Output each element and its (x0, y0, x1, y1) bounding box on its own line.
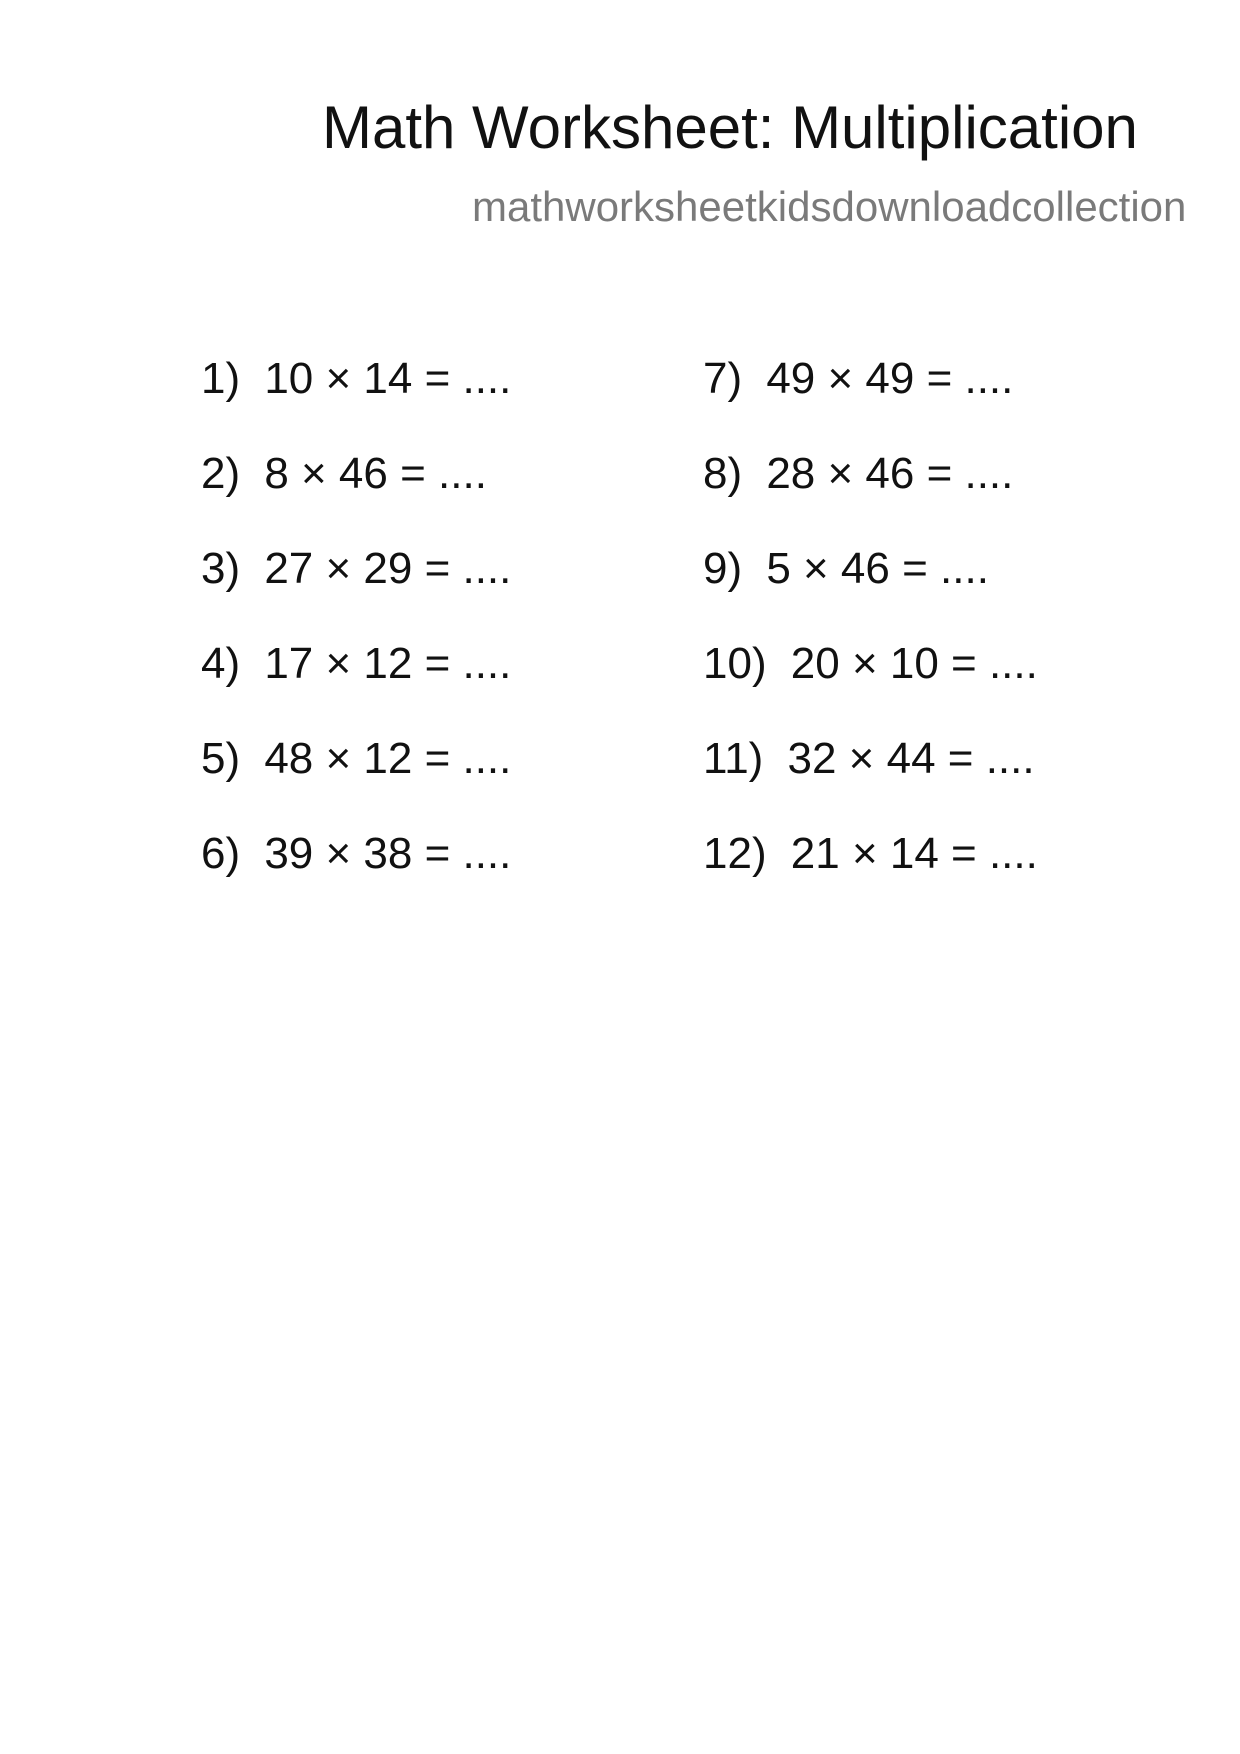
problem-expression: 48 × 12 = .... (264, 734, 512, 783)
problem-expression: 8 × 46 = .... (264, 449, 487, 498)
problem-expression: 5 × 46 = .... (766, 544, 989, 593)
problem-expression: 39 × 38 = .... (264, 829, 512, 878)
problem-item (201, 354, 512, 403)
problem-number: 7) (703, 354, 743, 403)
problem-expression: 20 × 10 = .... (790, 639, 1038, 688)
problem-number: 4) (201, 639, 241, 688)
problem-number: 2) (201, 449, 241, 498)
problem-expression: 10 × 14 = .... (264, 354, 512, 403)
problem-expression: 49 × 49 = .... (766, 354, 1014, 403)
problem-number: 10) (703, 639, 767, 688)
problem-number: 12) (703, 829, 767, 878)
problem-number: 1) (201, 354, 241, 403)
problem-expression: 27 × 29 = .... (264, 544, 512, 593)
page-title: Math Worksheet: Multiplication (322, 94, 1138, 161)
problem-expression: 21 × 14 = .... (790, 829, 1038, 878)
problem-number: 5) (201, 734, 241, 783)
problem-item (201, 639, 512, 688)
problem-expression: 28 × 46 = .... (766, 449, 1014, 498)
problem-item (201, 544, 512, 593)
problem-number: 3) (201, 544, 241, 593)
problem-expression: 17 × 12 = .... (264, 639, 512, 688)
problem-item (703, 544, 989, 593)
problem-number: 8) (703, 449, 743, 498)
problem-item (703, 639, 1038, 688)
problem-item (703, 734, 1035, 783)
problem-item (201, 449, 487, 498)
problem-number: 11) (703, 734, 764, 783)
problem-expression: 32 × 44 = .... (787, 734, 1035, 783)
problem-item (201, 734, 512, 783)
problem-item (703, 449, 1014, 498)
problem-number: 9) (703, 544, 743, 593)
page-subtitle: mathworksheetkidsdownloadcollection (472, 183, 1187, 230)
problem-item (201, 829, 512, 878)
problem-number: 6) (201, 829, 241, 878)
problem-item (703, 829, 1038, 878)
problem-item (703, 354, 1014, 403)
